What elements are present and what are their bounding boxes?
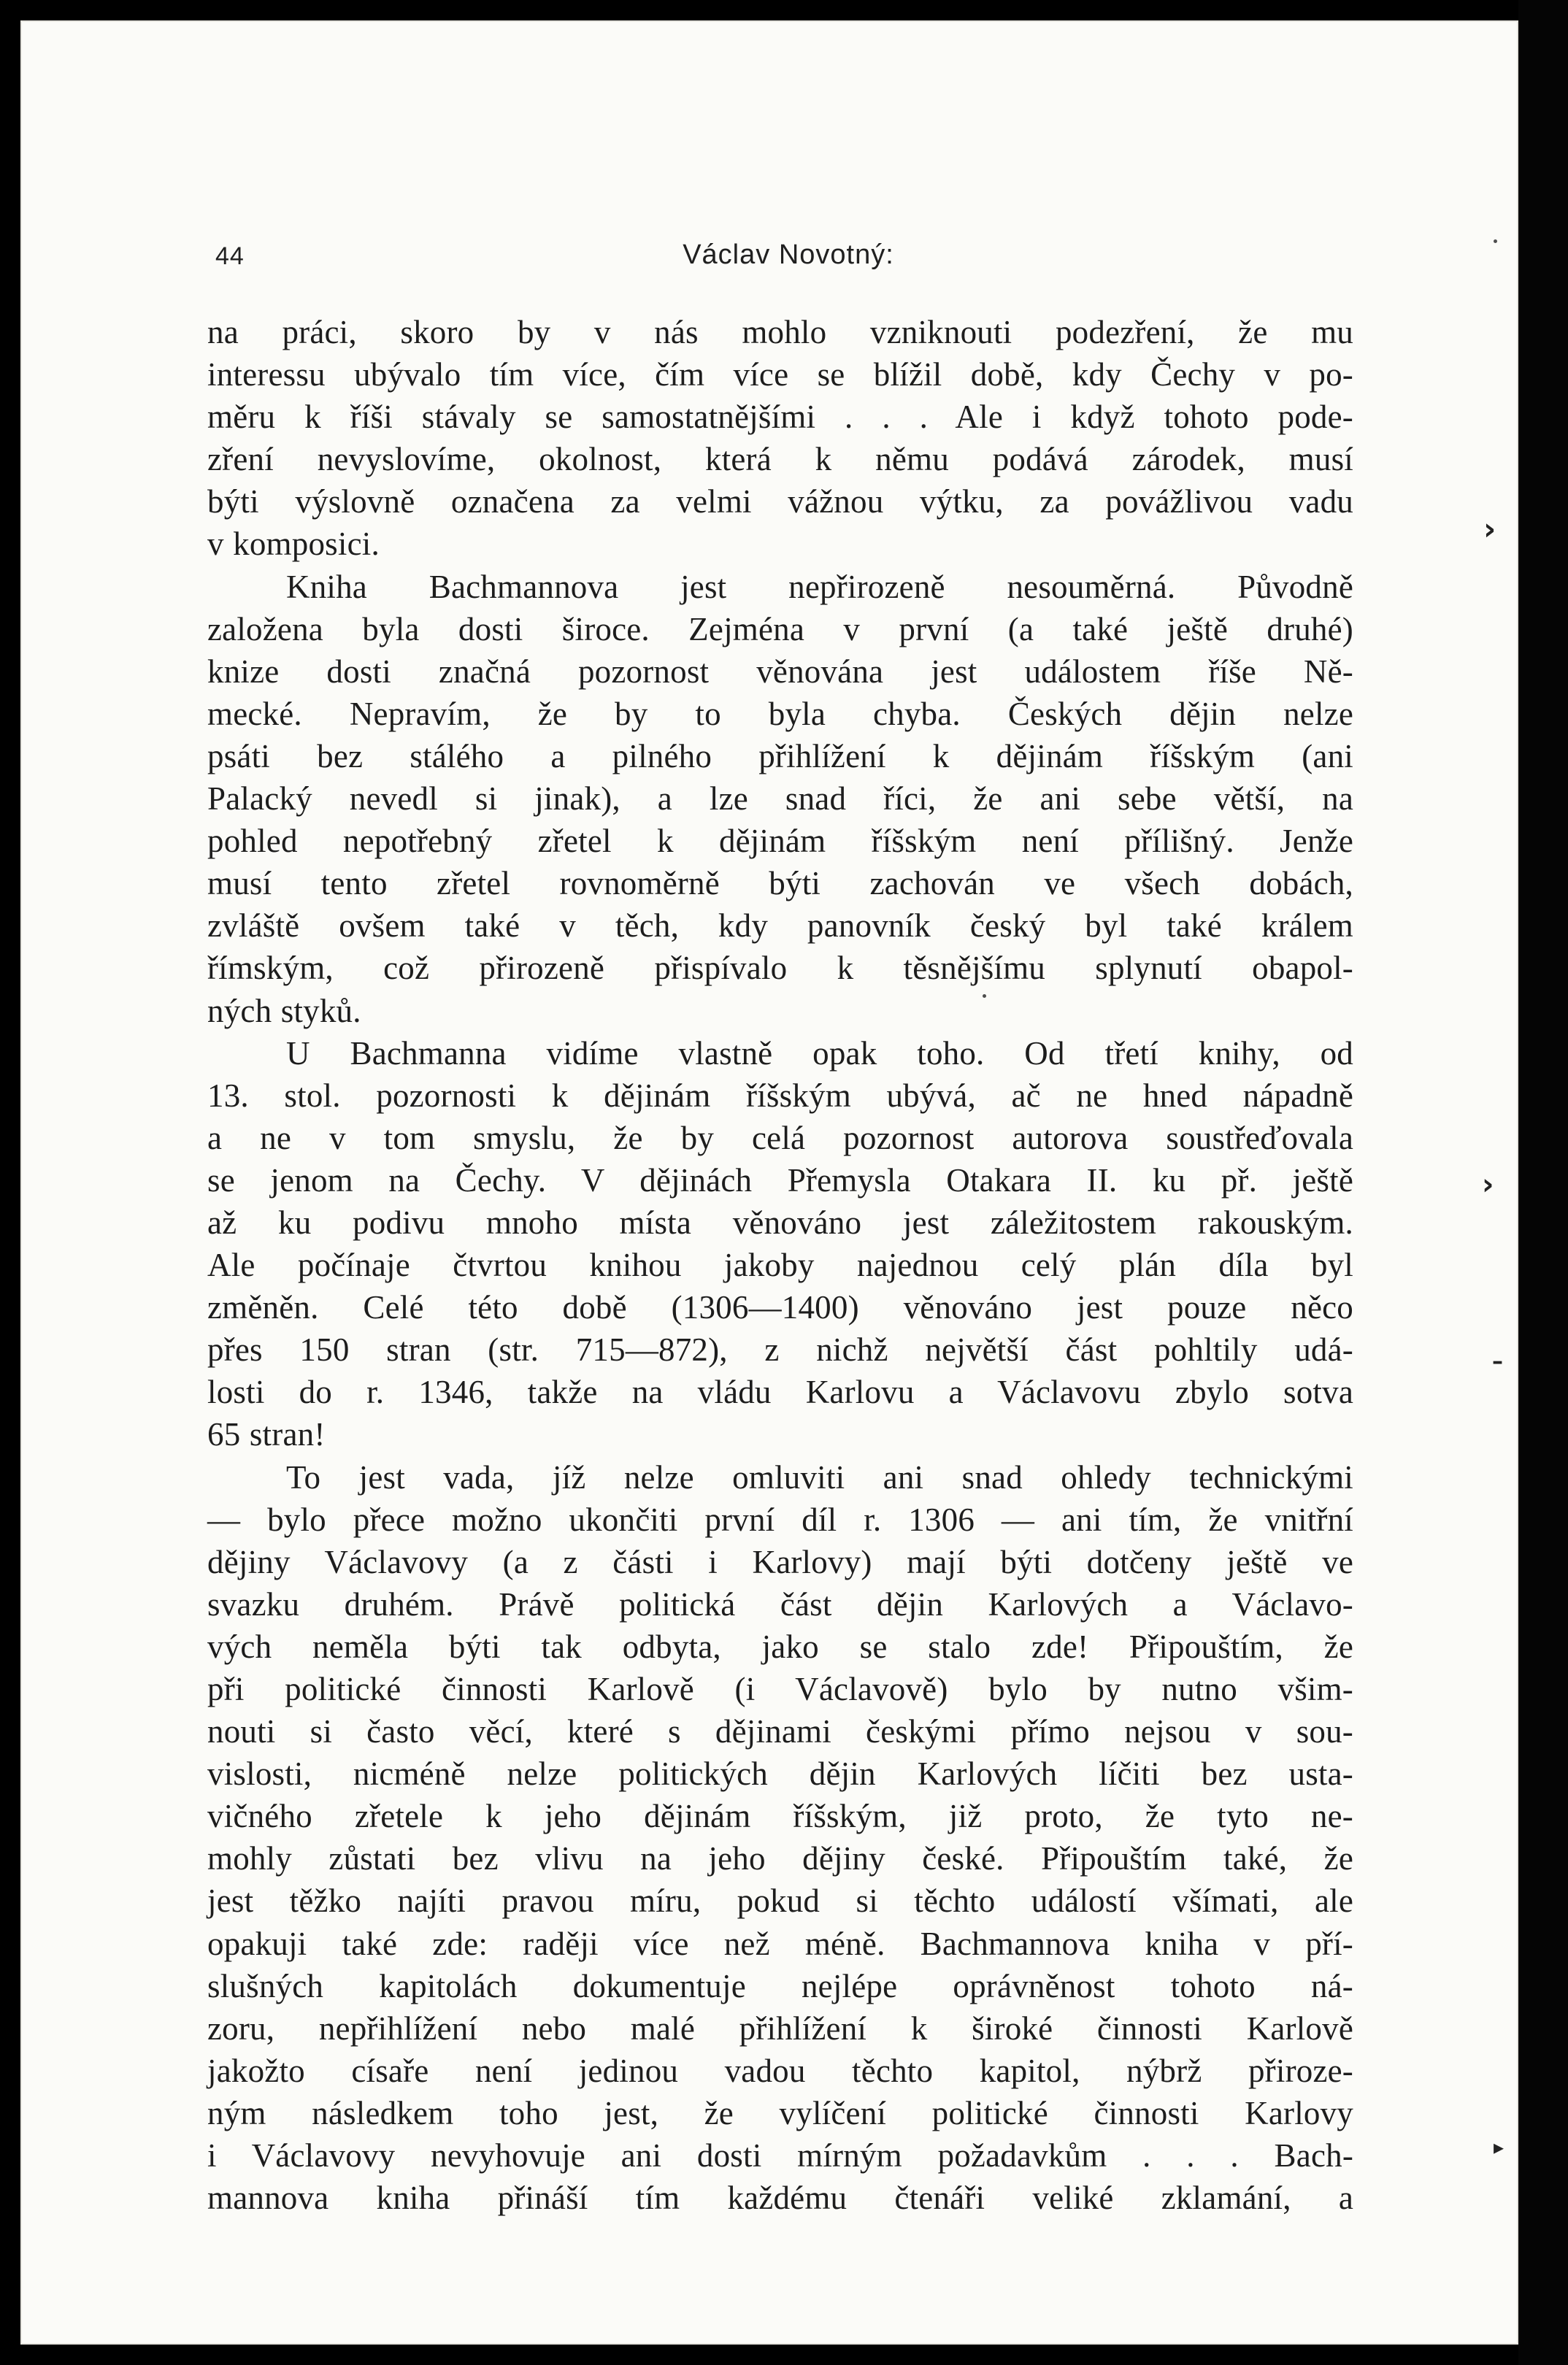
text-line: změněn. Celé této době (1306—1400) věnováno jest pouze něco — [207, 1289, 1353, 1326]
text-line: Palacký nevedl si jinak), a lze snad říci, že ani sebe větší, na — [207, 780, 1353, 818]
text-line: při politické činnosti Karlově (i Václavově) bylo by nutno všim- — [207, 1671, 1353, 1707]
text-line: ným následkem toho jest, že vylíčení politické činnosti Karlovy — [207, 2094, 1353, 2131]
text-line: knize dosti značná pozornost věnována jest událostem říše Ně- — [207, 653, 1353, 690]
text-line: Ale počínaje čtvrtou knihou jakoby najednou celý plán díla byl — [207, 1247, 1353, 1284]
running-head: Václav Novotný: — [683, 239, 894, 270]
text-line: interessu ubývalo tím více, čím více se blížil době, kdy Čechy v po- — [207, 356, 1353, 393]
text-line: zoru, nepřihlížení nebo malé přihlížení k široké činnosti Karlově — [207, 2010, 1353, 2047]
text-line: To jest vada, jíž nelze omluviti ani snad ohledy technickými — [286, 1458, 1353, 1496]
text-line: mecké. Nepravím, že by to byla chyba. Českých dějin nelze — [207, 695, 1353, 732]
margin-arrow-icon: ▸ — [1494, 2135, 1504, 2159]
text-line: zvláště ovšem také v těch, kdy panovník český byl také králem — [207, 907, 1353, 945]
text-line: na práci, skoro by v nás mohlo vzniknouti podezření, že mu — [207, 314, 1353, 350]
page-header — [215, 235, 1350, 279]
text-line: 13. stol. pozornosti k dějinám říšským ubývá, ač ne hned nápadně — [207, 1077, 1353, 1114]
text-line: 65 stran! — [207, 1416, 326, 1453]
text-line: římským, což přirozeně přispívalo k těsnějšímu splynutí obapol- — [207, 950, 1353, 987]
scan-edge — [1518, 0, 1568, 2365]
scan-speck — [1494, 239, 1497, 243]
text-line: opakuji také zde: raději více než méně. Bachmannova kniha v pří- — [207, 1925, 1353, 1962]
text-line: založena byla dosti široce. Zejména v první (a také ještě druhé) — [207, 610, 1353, 647]
text-line: — bylo přece možno ukončiti první díl r. 1306 — ani tím, že vnitřní — [207, 1501, 1353, 1538]
text-line: psáti bez stálého a pilného přihlížení k dějinám říšským (ani — [207, 737, 1353, 774]
text-line: býti výslovně označena za velmi vážnou výtku, za povážlivou vadu — [207, 483, 1353, 520]
text-line: nouti si často věcí, které s dějinami českými přímo nejsou v sou- — [207, 1713, 1353, 1750]
text-line: zření nevyslovíme, okolnost, která k němu podává zárodek, musí — [207, 441, 1353, 478]
text-line: až ku podivu mnoho místa věnováno jest záležitostem rakouským. — [207, 1204, 1353, 1241]
page-number: 44 — [215, 242, 245, 270]
text-line: mannova kniha přináší tím každému čtenáři veliké zklamání, a — [207, 2180, 1353, 2217]
text-line: slušných kapitolách dokumentuje nejlépe oprávněnost tohoto ná- — [207, 1967, 1353, 2004]
margin-dash-icon: – — [1492, 1349, 1503, 1374]
text-line: se jenom na Čechy. V dějinách Přemysla Otakara II. ku př. ještě — [207, 1161, 1353, 1199]
text-line: jakožto císaře není jedinou vadou těchto kapitol, nýbrž přiroze- — [207, 2052, 1353, 2089]
text-line: i Václavovy nevyhovuje ani dosti mírným požadavkům . . . Bach- — [207, 2137, 1353, 2174]
margin-arrow-icon: › — [1483, 511, 1496, 547]
text-line: dějiny Václavovy (a z části i Karlovy) mají býti dotčeny ještě ve — [207, 1543, 1353, 1580]
text-line: losti do r. 1346, takže na vládu Karlovu a Václavovu zbylo sotva — [207, 1374, 1353, 1411]
text-line: přes 150 stran (str. 715—872), z nichž největší část pohltily udá- — [207, 1331, 1353, 1369]
text-line: ných styků. — [207, 992, 361, 1029]
text-line: a ne v tom smyslu, že by celá pozornost autorova soustřeďovala — [207, 1119, 1353, 1156]
text-line: vislosti, nicméně nelze politických dějin Karlových líčiti bez usta- — [207, 1756, 1353, 1793]
text-line: Kniha Bachmannova jest nepřirozeně nesouměrná. Původně — [286, 568, 1353, 605]
text-line: vičného zřetele k jeho dějinám říšským, již proto, že tyto ne- — [207, 1798, 1353, 1835]
body-text — [207, 311, 1353, 2219]
text-line: musí tento zřetel rovnoměrně býti zachován ve všech dobách, — [207, 865, 1353, 902]
text-line: jest těžko najíti pravou míru, pokud si těchto událostí všímati, ale — [207, 1883, 1353, 1920]
text-line: mohly zůstati bez vlivu na jeho dějiny české. Připouštím také, že — [207, 1840, 1353, 1877]
text-line: pohled nepotřebný zřetel k dějinám říšským není přílišný. Jenže — [207, 823, 1353, 860]
scan-speck — [983, 994, 986, 998]
text-line: vých neměla býti tak odbyta, jako se stalo zde! Připouštím, že — [207, 1628, 1353, 1665]
text-line: svazku druhém. Právě politická část dějin Karlových a Václavo- — [207, 1585, 1353, 1623]
text-line: měru k říši stávaly se samostatnějšími . . . Ale i když tohoto pode- — [207, 399, 1353, 436]
margin-arrow-icon: › — [1482, 1168, 1494, 1201]
text-line: U Bachmanna vidíme vlastně opak toho. Od třetí knihy, od — [286, 1034, 1353, 1072]
text-line: v komposici. — [207, 526, 380, 563]
